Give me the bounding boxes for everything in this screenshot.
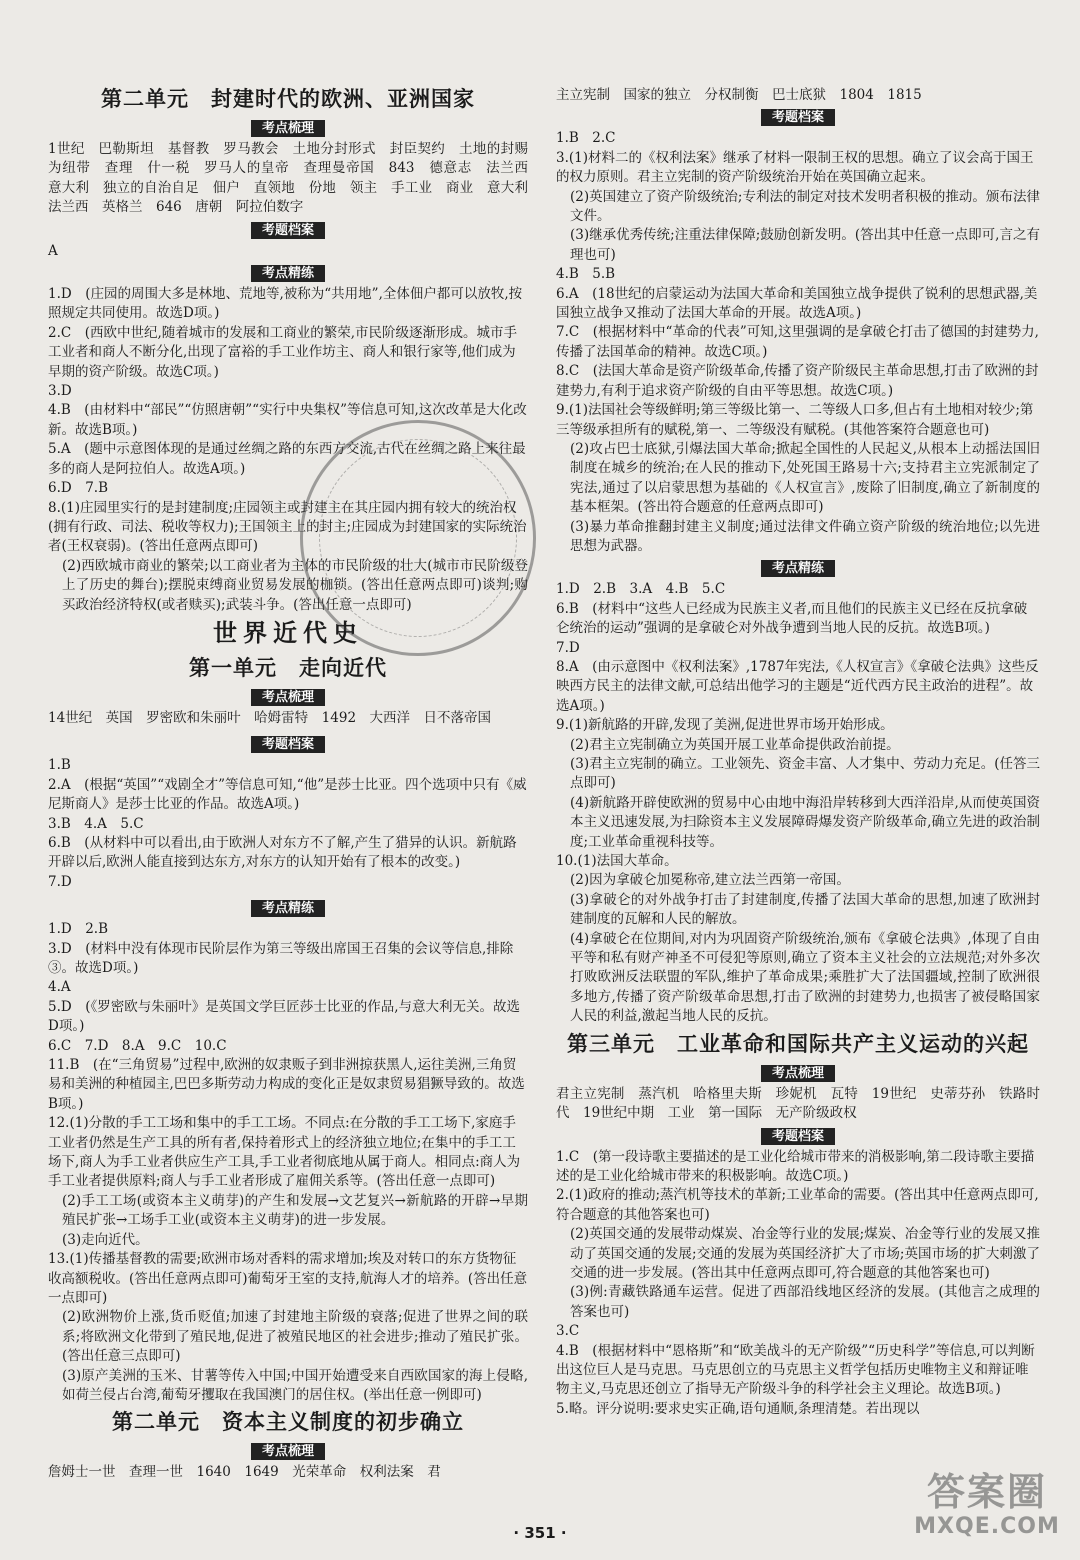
answer-item: 8.(1)庄园里实行的是封建制度;庄园领主或封建主在其庄园内拥有较大的统治权(拥有行政、司法、税收等权力);王国领主上的封主;庄园成为封建国家的实际统治者(王权衰弱)。(答出任意两点即可): [48, 499, 527, 555]
right-column: [556, 86, 1040, 1419]
watermark-main: 答案圈: [926, 1470, 1047, 1514]
answer-item: (2)手工工场(或资本主义萌芽)的产生和发展→文艺复兴→新航路的开辟→早期殖民扩张→工场手工业(或资本主义萌芽)的进一步发展。: [62, 1192, 528, 1229]
answer-item: 9.(1)法国社会等级鲜明;第三等级比第一、二等级人口多,但占有土地相对较少;第三等级承担所有的赋税,第一、二等级没有赋税。(其他答案符合题意也可): [556, 402, 1034, 438]
watermark-sub: MXQE.COM: [914, 1514, 1060, 1539]
answer-item: 3.D (材料中没有体现市民阶层作为第三等级出席国王召集的会议等信息,排除③。故选D项。): [48, 940, 514, 976]
answer-item: 1.B 2.C: [556, 130, 616, 147]
unit-title: 第二单元 封建时代的欧洲、亚洲国家: [101, 87, 475, 111]
answer-item: (3)例:青藏铁路通车运营。促进了西部沿线地区经济的发展。(其他言之成理的答案也可): [570, 1284, 1040, 1320]
section-title: 世界近代史: [213, 618, 363, 647]
answer-item: 4.B (根据材料中“恩格斯”和“欧美战斗的无产阶级”“历史科学”等信息,可以判断出这位巨人是马克思。马克思创立的马克思主义哲学包括历史唯物主义和辩证唯物主义,马克思还创立了指导无产阶级斗争的科学社会主义理论。故选B项。): [556, 1342, 1035, 1398]
answer-item: 3.C: [556, 1323, 580, 1340]
answer-item: 11.B (在“三角贸易”过程中,欧洲的奴隶贩子到非洲掠获黑人,运往美洲,三角贸易和美洲的种植园主,巴巴多斯劳动力构成的变化正是奴隶贸易猖獗导致的。故选B项。): [48, 1057, 525, 1112]
answer-item: 5.A (题中示意图体现的是通过丝绸之路的东西方交流,古代在丝绸之路上来往最多的商人是阿拉伯人。故选A项。): [48, 441, 526, 477]
answer-item: 6.D 7.B: [48, 480, 109, 497]
section-tag: 考题档案: [761, 1128, 835, 1145]
answer-item: 2.A (根据“英国”“戏剧全才”等信息可知,“他”是莎士比亚。四个选项中只有《威尼斯商人》是莎士比亚的作品。故选A项。): [48, 776, 527, 813]
answer-item: 4.B 5.B: [556, 266, 616, 283]
answer-item: (2)君主立宪制确立为英国开展工业革命提供政治前提。: [570, 736, 900, 753]
left-column: [48, 82, 542, 1483]
unit-title: 第一单元 走向近代: [189, 655, 387, 680]
answer-item: 3.D: [48, 383, 72, 400]
answer-item: (3)原产美洲的玉米、甘薯等传入中国;中国开始遭受来自西欧国家的海上侵略,如荷兰侵占台湾,葡萄牙攫取在我国澳门的居住权。(举出任意一例即可): [62, 1367, 528, 1403]
answer-item: 4.B (由材料中“部民”“仿照唐朝”“实行中央集权”等信息可知,这次改革是大化改新。故选B项。): [48, 402, 527, 438]
answer-item: 6.A (18世纪的启蒙运动为法国大革命和美国独立战争提供了锐利的思想武器,美国独立战争又推动了法国大革命的开展。故选A项。): [556, 285, 1038, 322]
answer-item: (4)拿破仑在位期间,对内为巩固资产阶级统治,颁布《拿破仑法典》,体现了自由平等和私有财产神圣不可侵犯等原则,确立了资本主义社会的立法规范;对外多次打败欧洲反法联盟的军队,维护了革命成果;乘胜扩大了法国疆域,控制了欧洲很多地方,传播了资产阶级革命思想,打击了欧洲的封建势力,也损害了被侵略国家人民的利益,激起当地人民的反抗。: [570, 930, 1040, 1025]
keypoint-text: 詹姆士一世 查理一世 1640 1649 光荣革命 权利法案 君: [48, 1464, 441, 1481]
answer-item: 9.(1)新航路的开辟,发现了美洲,促进世界市场开始形成。: [556, 717, 894, 734]
answer-item: (2)西欧城市商业的繁荣;以工商业者为主体的市民阶级的壮大(城市市民阶级登上了历史的舞台);摆脱束缚商业贸易发展的枷锁。(答出任意两点即可)谈判;购买政治经济特权(或者赎买);武装斗争。(答出任意一点即可): [62, 557, 528, 613]
keypoint-text: 14世纪 英国 罗密欧和朱丽叶 哈姆雷特 1492 大西洋 日不落帝国: [48, 709, 492, 726]
answer-item: (2)因为拿破仑加冕称帝,建立法兰西第一帝国。: [570, 872, 850, 889]
answer-item: (2)欧洲物价上涨,货币贬值;加速了封建地主阶级的衰落;促进了世界之间的联系;将欧洲文化带到了殖民地,促进了被殖民地区的社会进步;推动了殖民扩张。(答出任意三点即可): [62, 1309, 528, 1365]
section-tag: 考题档案: [761, 109, 835, 126]
answer-item: 3.B 4.A 5.C: [48, 815, 144, 832]
answer-item: (2)英国建立了资产阶级统治;专利法的制定对技术发明者积极的推动。颁布法律文件。: [570, 188, 1040, 225]
answer-item: A: [48, 242, 58, 259]
answer-item: (3)君主立宪制的确立。工业领先、资金丰富、人才集中、劳动力充足。(任答三点即可): [570, 756, 1040, 792]
answer-item: (2)攻占巴士底狱,引爆法国大革命;掀起全国性的人民起义,从根本上动摇法国旧制度在城乡的统治;在人民的推动下,处死国王路易十六;支持君主立宪派制定了宪法,通过了以启蒙思想为基础的《人权宣言》,废除了旧制度,确立了新制度的基本框架。(答出符合题意的任意两点即可): [570, 440, 1040, 516]
answer-item: 12.(1)分散的手工工场和集中的手工工场。不同点:在分散的手工工场下,家庭手工业者仍然是生产工具的所有者,保持着形式上的经济独立地位;在集中的手工工场下,商人为手工业者供应生产工具,手工业者彻底地从属于商人。相同点:商人为手工业者提供原料;商人与手工业者形成了雇佣关系等。(答出任意一点即可): [48, 1115, 521, 1190]
answer-item: 7.D: [556, 639, 580, 656]
keypoint-text: 君主立宪制 蒸汽机 哈格里夫斯 珍妮机 瓦特 19世纪 史蒂芬孙 铁路时代 19世纪中期 工业 第一国际 无产阶级政权: [556, 1085, 1040, 1122]
section-tag: 考点精练: [251, 900, 325, 917]
unit-title: 第二单元 资本主义制度的初步确立: [112, 1410, 464, 1435]
answer-item: 8.C (法国大革命是资产阶级革命,传播了资产阶级民主革命思想,打击了欧洲的封建势力,有利于追求资产阶级的自由平等思想。故选C项。): [556, 363, 1039, 399]
section-tag: 考题档案: [251, 222, 325, 239]
site-watermark: [904, 1470, 1070, 1550]
answer-item: (3)拿破仑的对外战争打击了封建制度,传播了法国大革命的思想,加速了欧洲封建制度的瓦解和人民的解放。: [570, 891, 1040, 928]
answer-item: 1.D 2.B: [48, 921, 109, 938]
answer-item: (3)暴力革命推翻封建主义制度;通过法律文件确立资产阶级的统治地位;以先进思想为武器。: [570, 518, 1040, 554]
section-tag: 考点梳理: [251, 1443, 325, 1460]
answer-item: 3.(1)材料二的《权利法案》继承了材料一限制王权的思想。确立了议会高于国王的权力原则。君主立宪制的资产阶级统治开始在英国确立起来。: [556, 149, 1034, 186]
answer-item: 7.C (根据材料中“革命的代表”可知,这里强调的是拿破仑打击了德国的封建势力,传播了法国革命的精神。故选C项。): [556, 324, 1039, 360]
answer-item: 10.(1)法国大革命。: [556, 853, 678, 870]
section-tag: 考题档案: [251, 736, 325, 753]
keypoint-text: 1世纪 巴勒斯坦 基督教 罗马教会 土地分封形式 封臣契约 土地的封赐为纽带 查理 什一税 罗马人的皇帝 查理曼帝国 843 德意志 法兰西 意大利 独立的自治自足 佃户 直领地 份地 领主 手工业 商业 意大利 法兰西 英格兰 646 唐朝 阿拉伯数字: [48, 141, 542, 216]
section-tag: 考点精练: [251, 265, 325, 282]
answer-item: 5.D (《罗密欧与朱丽叶》是英国文学巨匠莎士比亚的作品,与意大利无关。故选D项。): [48, 998, 521, 1035]
keypoint-text: 主立宪制 国家的独立 分权制衡 巴士底狱 1804 1815: [556, 87, 922, 103]
answer-item: (2)英国交通的发展带动煤炭、冶金等行业的发展;煤炭、冶金等行业的发展又推动了英国交通的发展;交通的发展为英国经济扩大了市场;英国市场的扩大刺激了交通的进一步发展。(答出其中任意两点即可,符合题意的其他答案也可): [570, 1226, 1040, 1281]
answer-item: 6.B (材料中“这些人已经成为民族主义者,而且他们的民族主义已经在反抗拿破仑统治的运动”强调的是拿破仑对外战争遭到当地人民的反抗。故选B项。): [556, 600, 1028, 637]
answer-item: (3)走向近代。: [62, 1231, 149, 1248]
answer-item: (3)继承优秀传统;注重法律保障;鼓励创新发明。(答出其中任意一点即可,言之有理也可): [570, 227, 1040, 263]
answer-item: 1.D (庄园的周围大多是林地、荒地等,被称为“共用地”,全体佃户都可以放牧,按照规定共同使用。故选D项。): [48, 286, 523, 322]
answer-item: 2.C (西欧中世纪,随着城市的发展和工商业的繁荣,市民阶级逐渐形成。城市手工业者和商人不断分化,出现了富裕的手工业作坊主、商人和银行家等,他们成为早期的资产阶级。故选C项。): [48, 324, 518, 380]
answer-item: 6.B (从材料中可以看出,由于欧洲人对东方不了解,产生了猎异的认识。新航路开辟以后,欧洲人能直接到达东方,对东方的认知开始有了根本的改变。): [48, 834, 517, 871]
section-tag: 考点精练: [761, 560, 835, 577]
answer-item: 1.C (第一段诗歌主要描述的是工业化给城市带来的消极影响,第二段诗歌主要描述的是工业化给城市带来的积极影响。故选C项。): [556, 1148, 1035, 1184]
answer-item: 13.(1)传播基督教的需要;欧洲市场对香料的需求增加;埃及对转口的东方货物征收高额税收。(答出任意两点即可)葡萄牙王室的支持,航海人才的培养。(答出任意一点即可): [48, 1251, 528, 1306]
answer-item: 2.(1)政府的推动;蒸汽机等技术的革新;工业革命的需要。(答出其中任意两点即可,符合题意的其他答案也可): [556, 1187, 1039, 1223]
page-number: · 351 ·: [513, 1524, 567, 1542]
section-tag: 考点梳理: [251, 120, 325, 137]
answer-item: 5.略。评分说明:要求史实正确,语句通顺,条理清楚。若出现以: [556, 1400, 920, 1417]
unit-title: 第三单元 工业革命和国际共产主义运动的兴起: [567, 1031, 1029, 1056]
section-tag: 考点梳理: [761, 1065, 835, 1082]
answer-item: 1.B: [48, 757, 71, 774]
answer-item: 7.D: [48, 873, 72, 890]
answer-item: 4.A: [48, 979, 71, 996]
section-tag: 考点梳理: [251, 689, 325, 706]
answer-item: (4)新航路开辟使欧洲的贸易中心由地中海沿岸转移到大西洋沿岸,从而使英国资本主义迅速发展,为扫除资本主义发展障碍爆发资产阶级革命,确立先进的政治制度;工业革命重视科技等。: [570, 794, 1040, 850]
answer-item: 8.A (由示意图中《权利法案》,1787年宪法,《人权宣言》《拿破仑法典》这些反映西方民主的法律文献,可总结出他学习的主题是“近代西方民主政治的进程”。故选A项。): [556, 658, 1039, 714]
answer-item: 6.C 7.D 8.A 9.C 10.C: [48, 1037, 227, 1054]
answer-item: 1.D 2.B 3.A 4.B 5.C: [556, 581, 726, 598]
